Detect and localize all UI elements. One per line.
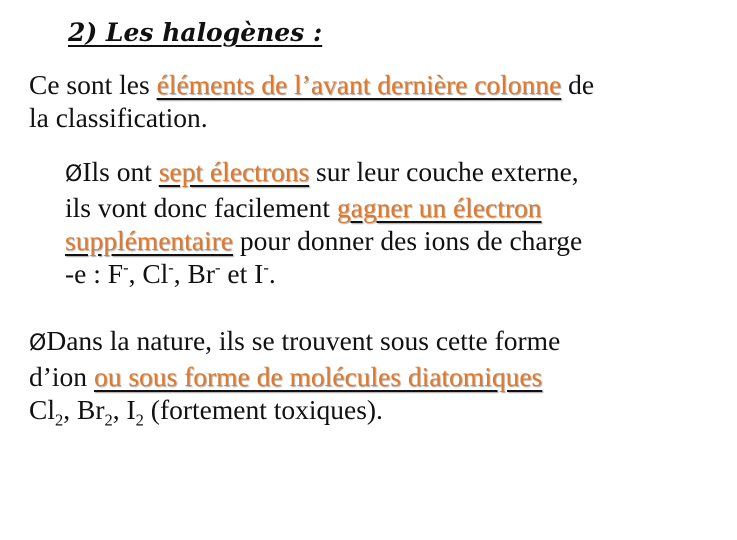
- text: -e : F: [65, 258, 124, 289]
- charge-sign: -: [123, 257, 129, 277]
- charge-sign: -: [263, 257, 269, 277]
- emphasis-gain-electron: gagner un électron: [336, 192, 542, 223]
- line: [65, 191, 582, 224]
- text: d’ion: [29, 361, 94, 392]
- subscript: 2: [104, 410, 113, 430]
- text: Ils ont: [82, 156, 159, 187]
- text: Ce sont les: [29, 69, 157, 100]
- charge-sign: -: [215, 257, 221, 277]
- paragraph-nature: [29, 324, 561, 430]
- emphasis-last-column: éléments de l’avant dernière colonne: [156, 69, 562, 100]
- line: [65, 155, 582, 191]
- text: et I: [220, 258, 264, 289]
- slide-title: 2) Les halogènes :: [68, 18, 323, 47]
- text: de: [561, 69, 595, 100]
- subscript: 2: [135, 410, 144, 430]
- paragraph-electrons: [65, 155, 582, 290]
- text: .: [268, 258, 276, 289]
- text: sur leur couche externe,: [309, 156, 579, 187]
- line: la classification.: [29, 102, 208, 133]
- line: [65, 224, 582, 257]
- text: Cl: [29, 394, 55, 425]
- paragraph-definition: [29, 68, 594, 134]
- text: , Cl: [128, 258, 169, 289]
- text: Dans la nature, ils se trouvent sous cette forme: [46, 325, 561, 356]
- text: , Br: [173, 258, 216, 289]
- text: , I: [112, 394, 136, 425]
- text: (fortement toxiques).: [143, 394, 383, 425]
- line: [29, 360, 560, 393]
- text: , Br: [63, 394, 105, 425]
- subscript: 2: [54, 410, 64, 430]
- charge-sign: -: [168, 257, 174, 277]
- text: ils vont donc facilement: [65, 192, 337, 223]
- emphasis-diatomic-molecules: ou sous forme de molécules diatomiques: [93, 361, 543, 392]
- line-ions: [65, 257, 582, 290]
- line: [29, 324, 560, 360]
- text: pour donner des ions de charge: [233, 225, 583, 256]
- emphasis-additional: supplémentaire: [65, 225, 233, 256]
- arrow-bullet-icon: Ø: [29, 331, 47, 356]
- line-formulas: [29, 393, 560, 430]
- arrow-bullet-icon: Ø: [65, 162, 83, 187]
- line: [29, 68, 594, 101]
- emphasis-seven-electrons: sept électrons: [158, 156, 310, 187]
